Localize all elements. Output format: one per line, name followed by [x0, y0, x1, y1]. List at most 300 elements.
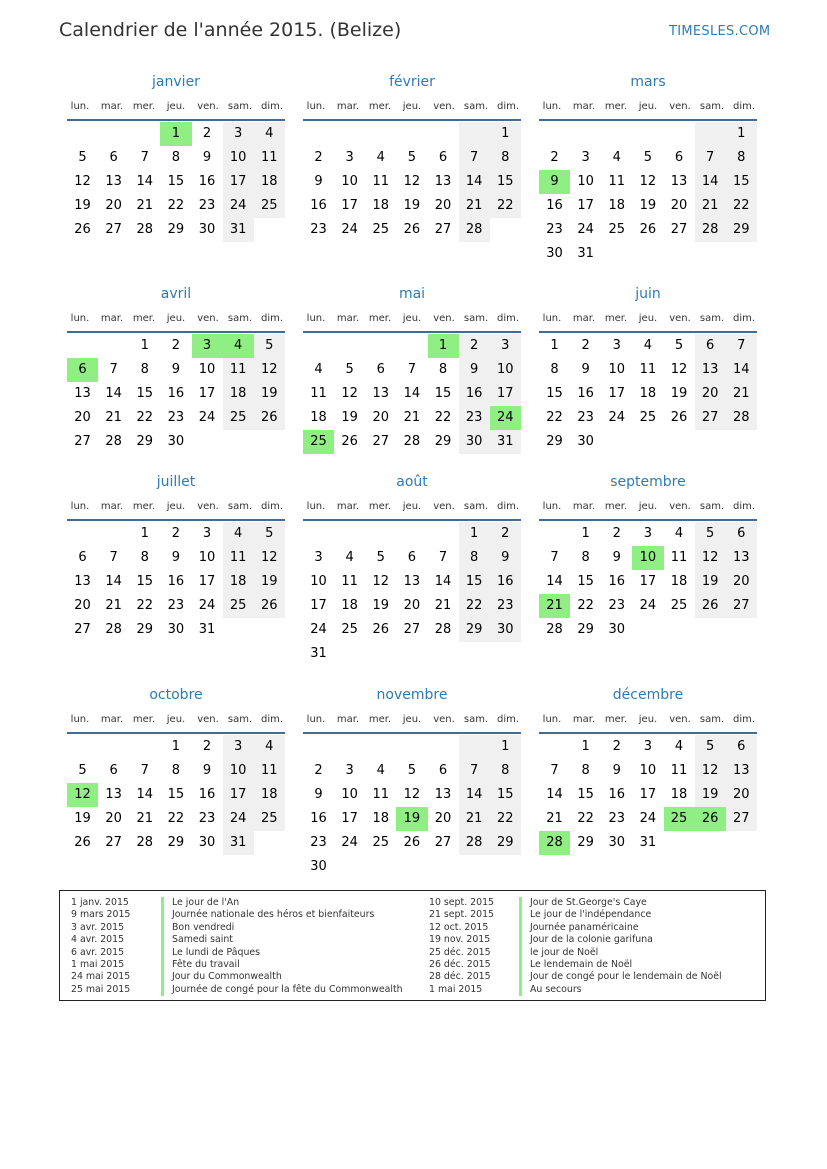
empty-cell	[67, 735, 98, 759]
empty-cell	[632, 122, 663, 146]
weekday-label: jeu.	[402, 501, 422, 512]
month-name: mars	[630, 74, 666, 90]
day-cell: 10	[310, 574, 327, 589]
day-cell: 31	[577, 246, 594, 261]
day-cell: 14	[434, 574, 452, 589]
legend-row	[71, 909, 403, 921]
holiday-name: Journée nationale des héros et bienfaiteurs	[161, 909, 374, 921]
day-cell: 7	[550, 550, 559, 565]
day-cell: 28	[105, 434, 122, 449]
day-cell: 26	[403, 835, 421, 850]
weekday-label: sam.	[463, 714, 489, 725]
day-cell: 12	[403, 174, 421, 189]
day-cell: 14	[726, 358, 757, 382]
day-cell: 31	[639, 835, 657, 850]
day-cell: 16	[310, 811, 327, 826]
day-cell: 1	[726, 122, 757, 146]
weekday-label: dim.	[496, 101, 520, 112]
legend-column-left	[71, 897, 403, 996]
month-days	[67, 522, 285, 642]
holiday-name: le jour de Noël	[519, 947, 598, 959]
empty-cell	[396, 334, 427, 358]
day-cell: 21	[136, 198, 154, 213]
day-cell: 3	[223, 735, 254, 759]
day-cell: 11	[372, 174, 390, 189]
weekday-label: mar.	[572, 313, 596, 324]
legend-row	[71, 934, 403, 946]
day-cell: 18	[670, 787, 688, 802]
empty-cell	[98, 522, 129, 546]
day-cell: 21	[403, 410, 421, 425]
month-name: septembre	[610, 474, 686, 490]
day-cell: 20	[726, 783, 757, 807]
holiday-day-cell: 28	[539, 831, 570, 855]
day-cell: 5	[254, 334, 285, 358]
day-cell: 29	[490, 831, 521, 855]
holiday-day-cell: 25	[303, 430, 334, 454]
day-cell: 31	[223, 218, 254, 242]
weekday-label: lun.	[542, 501, 562, 512]
day-cell: 15	[167, 787, 185, 802]
weekday-label: dim.	[732, 714, 756, 725]
day-cell: 5	[407, 763, 417, 778]
day-cell: 7	[407, 362, 417, 377]
day-cell: 14	[546, 574, 563, 589]
day-cell: 1	[490, 122, 521, 146]
day-cell: 15	[490, 783, 521, 807]
holiday-date: 12 oct. 2015	[429, 921, 489, 933]
weekday-label: mer.	[604, 501, 628, 512]
day-cell: 4	[254, 735, 285, 759]
weekday-header	[300, 712, 524, 728]
weekday-label: lun.	[306, 101, 326, 112]
empty-cell	[365, 522, 396, 546]
legend-row	[71, 922, 403, 934]
holiday-name: Jour du Commonwealth	[161, 971, 282, 983]
day-cell: 23	[310, 222, 327, 237]
legend-row	[429, 934, 722, 946]
day-cell: 1	[550, 338, 559, 353]
day-cell: 2	[612, 739, 621, 754]
month-name: août	[396, 474, 428, 490]
day-cell: 10	[608, 362, 626, 377]
day-cell: 7	[459, 146, 490, 170]
day-cell: 11	[223, 546, 254, 570]
weekday-label: mar.	[100, 101, 124, 112]
day-cell: 17	[639, 574, 657, 589]
day-cell: 23	[608, 598, 626, 613]
day-cell: 18	[223, 382, 254, 406]
day-cell: 2	[171, 338, 181, 353]
day-cell: 30	[167, 434, 185, 449]
empty-cell	[67, 334, 98, 358]
weekday-label: ven.	[669, 501, 691, 512]
day-cell: 3	[581, 150, 590, 165]
holiday-name: Au secours	[519, 984, 582, 996]
empty-cell	[601, 122, 632, 146]
day-cell: 8	[438, 362, 448, 377]
day-cell: 9	[202, 150, 212, 165]
holiday-name: Journée panaméricaine	[519, 922, 639, 934]
weekday-header	[64, 99, 288, 115]
header-divider	[303, 732, 521, 734]
day-cell: 6	[109, 150, 118, 165]
day-cell: 9	[314, 174, 323, 189]
day-cell: 7	[109, 550, 118, 565]
legend-row	[71, 959, 403, 971]
day-cell: 31	[198, 622, 216, 637]
day-cell: 13	[726, 759, 757, 783]
day-cell: 13	[105, 787, 122, 802]
day-cell: 26	[670, 410, 688, 425]
day-cell: 29	[136, 622, 154, 637]
weekday-label: jeu.	[638, 501, 658, 512]
day-cell: 21	[726, 382, 757, 406]
day-cell: 16	[198, 787, 216, 802]
day-cell: 3	[643, 739, 653, 754]
day-cell: 4	[314, 362, 323, 377]
day-cell: 3	[202, 526, 212, 541]
day-cell: 25	[670, 598, 688, 613]
day-cell: 18	[372, 198, 390, 213]
weekday-label: mer.	[132, 101, 156, 112]
legend-row	[429, 984, 722, 996]
empty-cell	[303, 522, 334, 546]
day-cell: 29	[726, 218, 757, 242]
holiday-name: Samedi saint	[161, 934, 233, 946]
day-cell: 23	[198, 811, 216, 826]
holiday-name: Jour de St.George's Caye	[519, 897, 647, 909]
weekday-label: jeu.	[402, 714, 422, 725]
day-cell: 29	[136, 434, 154, 449]
day-cell: 19	[74, 198, 91, 213]
month-days	[539, 735, 757, 855]
day-cell: 27	[74, 434, 91, 449]
day-cell: 18	[341, 598, 358, 613]
weekday-label: lun.	[306, 714, 326, 725]
weekday-label: ven.	[669, 313, 691, 324]
month-days	[67, 122, 285, 242]
day-cell: 18	[639, 386, 657, 401]
day-cell: 14	[695, 170, 726, 194]
day-cell: 22	[136, 598, 154, 613]
header-divider	[67, 119, 285, 121]
day-cell: 22	[577, 811, 594, 826]
day-cell: 10	[223, 759, 254, 783]
weekday-label: jeu.	[166, 313, 186, 324]
header-divider	[539, 331, 757, 333]
month-days	[67, 334, 285, 454]
legend-column-right	[429, 897, 722, 996]
holiday-date: 26 déc. 2015	[429, 959, 491, 971]
weekday-label: sam.	[227, 101, 253, 112]
holiday-date: 1 mai 2015	[429, 983, 483, 995]
day-cell: 9	[314, 787, 323, 802]
weekday-label: dim.	[732, 313, 756, 324]
day-cell: 2	[550, 150, 559, 165]
day-cell: 19	[403, 198, 421, 213]
holiday-name: Le jour de l'indépendance	[519, 909, 651, 921]
day-cell: 11	[310, 386, 327, 401]
day-cell: 10	[341, 174, 358, 189]
day-cell: 29	[434, 434, 452, 449]
day-cell: 27	[74, 622, 91, 637]
day-cell: 16	[167, 386, 185, 401]
day-cell: 6	[78, 550, 87, 565]
weekday-label: mar.	[336, 714, 360, 725]
day-cell: 21	[695, 194, 726, 218]
day-cell: 21	[105, 410, 122, 425]
weekday-label: dim.	[260, 313, 284, 324]
weekday-label: jeu.	[402, 101, 422, 112]
weekday-header	[536, 712, 760, 728]
day-cell: 2	[490, 522, 521, 546]
day-cell: 11	[670, 550, 688, 565]
weekday-label: ven.	[197, 313, 219, 324]
weekday-label: dim.	[496, 313, 520, 324]
day-cell: 16	[608, 787, 626, 802]
weekday-label: mer.	[368, 714, 392, 725]
day-cell: 17	[198, 574, 216, 589]
holiday-date: 1 janv. 2015	[71, 897, 129, 908]
empty-cell	[129, 122, 160, 146]
day-cell: 16	[608, 574, 626, 589]
weekday-label: lun.	[70, 501, 90, 512]
empty-cell	[334, 122, 365, 146]
weekday-label: mar.	[572, 501, 596, 512]
holiday-name: Le jour de l'An	[161, 897, 239, 909]
day-cell: 11	[608, 174, 626, 189]
month-name: janvier	[152, 74, 200, 90]
empty-cell	[365, 122, 396, 146]
day-cell: 24	[198, 598, 216, 613]
day-cell: 23	[198, 198, 216, 213]
holiday-day-cell: 21	[539, 594, 570, 618]
holiday-day-cell: 24	[490, 406, 521, 430]
day-cell: 14	[546, 787, 563, 802]
day-cell: 29	[577, 622, 594, 637]
weekday-label: lun.	[70, 101, 90, 112]
day-cell: 8	[140, 362, 149, 377]
day-cell: 26	[74, 222, 91, 237]
day-cell: 2	[202, 739, 212, 754]
day-cell: 12	[695, 759, 726, 783]
holiday-day-cell: 6	[67, 358, 98, 382]
day-cell: 6	[109, 763, 118, 778]
header-divider	[67, 519, 285, 521]
day-cell: 9	[581, 362, 590, 377]
day-cell: 20	[695, 382, 726, 406]
empty-cell	[129, 735, 160, 759]
brand-link[interactable]: TIMESLES.COM	[669, 24, 771, 39]
day-cell: 12	[403, 787, 421, 802]
day-cell: 23	[459, 406, 490, 430]
day-cell: 10	[341, 787, 358, 802]
weekday-label: jeu.	[638, 101, 658, 112]
day-cell: 17	[639, 787, 657, 802]
day-cell: 13	[434, 787, 452, 802]
day-cell: 22	[577, 598, 594, 613]
holiday-day-cell: 1	[160, 122, 191, 146]
day-cell: 28	[105, 622, 122, 637]
day-cell: 17	[198, 386, 216, 401]
day-cell: 30	[167, 622, 185, 637]
empty-cell	[539, 735, 570, 759]
day-cell: 23	[167, 598, 185, 613]
day-cell: 14	[105, 386, 122, 401]
day-cell: 16	[490, 570, 521, 594]
day-cell: 20	[74, 598, 91, 613]
day-cell: 15	[577, 574, 594, 589]
holiday-day-cell: 10	[632, 546, 663, 570]
weekday-header	[64, 499, 288, 515]
day-cell: 28	[459, 218, 490, 242]
day-cell: 13	[434, 174, 452, 189]
day-cell: 17	[223, 170, 254, 194]
legend-row	[429, 922, 722, 934]
page-title: Calendrier de l'année 2015. (Belize)	[59, 19, 402, 41]
weekday-label: dim.	[732, 101, 756, 112]
day-cell: 2	[202, 126, 212, 141]
day-cell: 3	[643, 526, 653, 541]
day-cell: 8	[581, 763, 590, 778]
empty-cell	[365, 334, 396, 358]
day-cell: 6	[695, 334, 726, 358]
day-cell: 26	[74, 835, 91, 850]
day-cell: 12	[341, 386, 358, 401]
day-cell: 26	[372, 622, 390, 637]
weekday-label: ven.	[433, 501, 455, 512]
day-cell: 10	[490, 358, 521, 382]
day-cell: 19	[341, 410, 358, 425]
holiday-legend	[59, 890, 766, 1001]
holiday-day-cell: 1	[428, 334, 459, 358]
day-cell: 25	[223, 406, 254, 430]
day-cell: 15	[136, 386, 154, 401]
day-cell: 10	[198, 362, 216, 377]
day-cell: 23	[577, 410, 594, 425]
weekday-label: mer.	[368, 313, 392, 324]
day-cell: 5	[345, 362, 354, 377]
day-cell: 28	[136, 835, 154, 850]
day-cell: 27	[372, 434, 390, 449]
day-cell: 4	[612, 150, 621, 165]
header-divider	[539, 119, 757, 121]
day-cell: 4	[376, 150, 385, 165]
weekday-label: ven.	[433, 313, 455, 324]
weekday-header	[300, 499, 524, 515]
weekday-label: dim.	[732, 501, 756, 512]
holiday-name: Le lendemain de Noël	[519, 959, 632, 971]
weekday-label: sam.	[227, 714, 253, 725]
day-cell: 28	[403, 434, 421, 449]
day-cell: 19	[695, 783, 726, 807]
weekday-header	[536, 311, 760, 327]
weekday-label: dim.	[496, 714, 520, 725]
day-cell: 17	[490, 382, 521, 406]
day-cell: 11	[670, 763, 688, 778]
day-cell: 18	[372, 811, 390, 826]
day-cell: 12	[670, 362, 688, 377]
holiday-day-cell: 4	[223, 334, 254, 358]
empty-cell	[396, 122, 427, 146]
weekday-label: mer.	[132, 313, 156, 324]
weekday-header	[64, 311, 288, 327]
day-cell: 15	[434, 386, 452, 401]
weekday-header	[300, 311, 524, 327]
day-cell: 13	[726, 546, 757, 570]
day-cell: 4	[376, 763, 385, 778]
header-divider	[539, 519, 757, 521]
day-cell: 12	[372, 574, 390, 589]
weekday-label: mar.	[572, 714, 596, 725]
legend-row	[429, 909, 722, 921]
day-cell: 10	[639, 763, 657, 778]
empty-cell	[428, 522, 459, 546]
weekday-header	[536, 499, 760, 515]
month-name: octobre	[149, 687, 203, 703]
day-cell: 1	[140, 526, 149, 541]
day-cell: 1	[581, 739, 590, 754]
day-cell: 30	[310, 859, 327, 874]
weekday-label: ven.	[197, 101, 219, 112]
holiday-name: Jour de congé pour le lendemain de Noël	[519, 971, 722, 983]
day-cell: 20	[726, 570, 757, 594]
day-cell: 3	[345, 763, 354, 778]
weekday-label: sam.	[227, 501, 253, 512]
header-divider	[303, 119, 521, 121]
empty-cell	[334, 522, 365, 546]
weekday-label: jeu.	[166, 501, 186, 512]
day-cell: 29	[577, 835, 594, 850]
holiday-name: Bon vendredi	[161, 922, 234, 934]
holiday-name: Le lundi de Pâques	[161, 947, 260, 959]
day-cell: 13	[74, 574, 91, 589]
day-cell: 28	[546, 622, 563, 637]
day-cell: 1	[490, 735, 521, 759]
day-cell: 14	[136, 787, 154, 802]
holiday-day-cell: 19	[396, 807, 427, 831]
day-cell: 22	[434, 410, 452, 425]
day-cell: 13	[74, 386, 91, 401]
day-cell: 14	[403, 386, 421, 401]
holiday-day-cell: 25	[664, 807, 695, 831]
day-cell: 11	[254, 146, 285, 170]
day-cell: 23	[546, 222, 563, 237]
day-cell: 21	[546, 811, 563, 826]
legend-row	[429, 971, 722, 983]
day-cell: 22	[490, 807, 521, 831]
legend-row	[71, 984, 403, 996]
day-cell: 27	[105, 222, 122, 237]
day-cell: 6	[438, 150, 448, 165]
day-cell: 15	[577, 787, 594, 802]
legend-row	[429, 947, 722, 959]
day-cell: 25	[223, 594, 254, 618]
day-cell: 18	[310, 410, 327, 425]
legend-row	[71, 971, 403, 983]
day-cell: 4	[674, 739, 684, 754]
weekday-label: mar.	[336, 101, 360, 112]
weekday-label: sam.	[227, 313, 253, 324]
day-cell: 7	[109, 362, 118, 377]
header-divider	[303, 331, 521, 333]
day-cell: 4	[254, 122, 285, 146]
empty-cell	[459, 735, 490, 759]
day-cell: 7	[459, 759, 490, 783]
day-cell: 19	[695, 570, 726, 594]
day-cell: 25	[608, 222, 626, 237]
